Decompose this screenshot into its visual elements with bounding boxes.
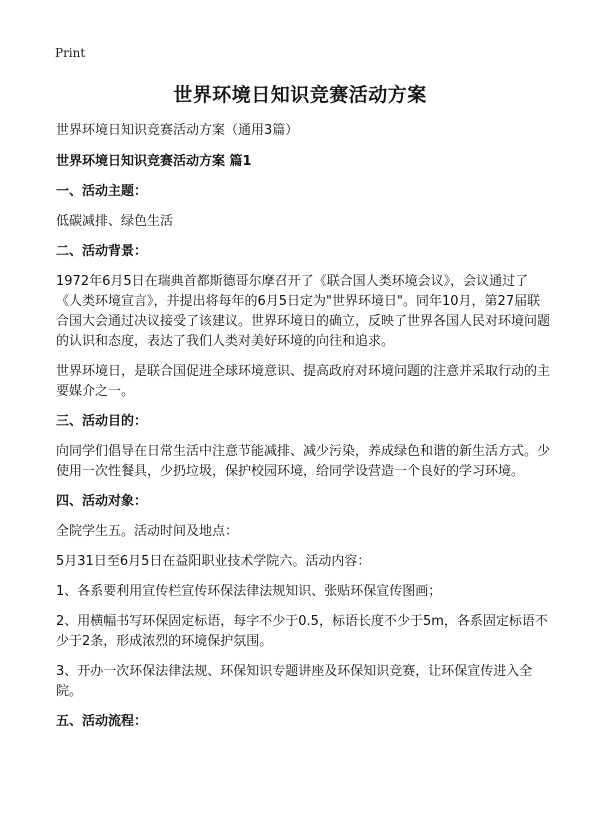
document-title: 世界环境日知识竞赛活动方案 bbox=[173, 84, 427, 106]
section-heading-process: 五、活动流程： bbox=[56, 714, 148, 729]
activity-item-2: 2、用横幅书写环保固定标语，每字不少于0.5，标语长度不少于5m，各系固定标语不少于2条，形成浓烈的环境保护氛围。 bbox=[56, 614, 548, 649]
section-text-theme: 低碳减排、绿色生活 bbox=[56, 214, 174, 229]
purpose-paragraph: 向同学们倡导在日常生活中注意节能减排、减少污染，养成绿色和谐的新生活方式。少使用一次性餐具，少扔垃圾，保护校园环境，给同学设营造一个良好的学习环境。 bbox=[56, 444, 551, 479]
section-heading-background: 二、活动背景： bbox=[56, 244, 148, 259]
section-heading-theme: 一、活动主题： bbox=[56, 184, 148, 199]
activity-item-3: 3、开办一次环保法律法规、环保知识专题讲座及环保知识竞赛，让环保宣传进入全院。 bbox=[56, 664, 533, 699]
document-subtitle: 世界环境日知识竞赛活动方案（通用3篇） bbox=[56, 123, 299, 138]
audience-line-1: 全院学生五。活动时间及地点： bbox=[56, 524, 239, 539]
background-paragraph-2: 世界环境日，是联合国促进全球环境意识、提高政府对环境问题的注意并采取行动的主要媒介之一。 bbox=[56, 364, 551, 399]
print-link[interactable]: Print bbox=[55, 46, 86, 60]
section-heading-audience: 四、活动对象： bbox=[56, 494, 148, 509]
activity-item-1: 1、各系要利用宣传栏宣传环保法律法规知识、张贴环保宣传图画； bbox=[56, 584, 442, 599]
audience-line-2: 5月31日至6月5日在益阳职业技术学院六。活动内容： bbox=[56, 554, 371, 569]
section-heading-purpose: 三、活动目的： bbox=[56, 414, 148, 429]
background-paragraph-1: 1972年6月5日在瑞典首都斯德哥尔摩召开了《联合国人类环境会议》，会议通过了《人类环境宣言》，并提出将每年的6月5日定为"世界环境日"。同年10月，第27届联合国大会通过决议接受了该建议。世界环境日的确立，反映了世界各国人民对环境问题的认识和态度，表达了我们人类对美好环境的向往和追求。 bbox=[56, 274, 551, 349]
document-body bbox=[56, 121, 552, 732]
article-heading: 世界环境日知识竞赛活动方案 篇1 bbox=[56, 154, 252, 169]
